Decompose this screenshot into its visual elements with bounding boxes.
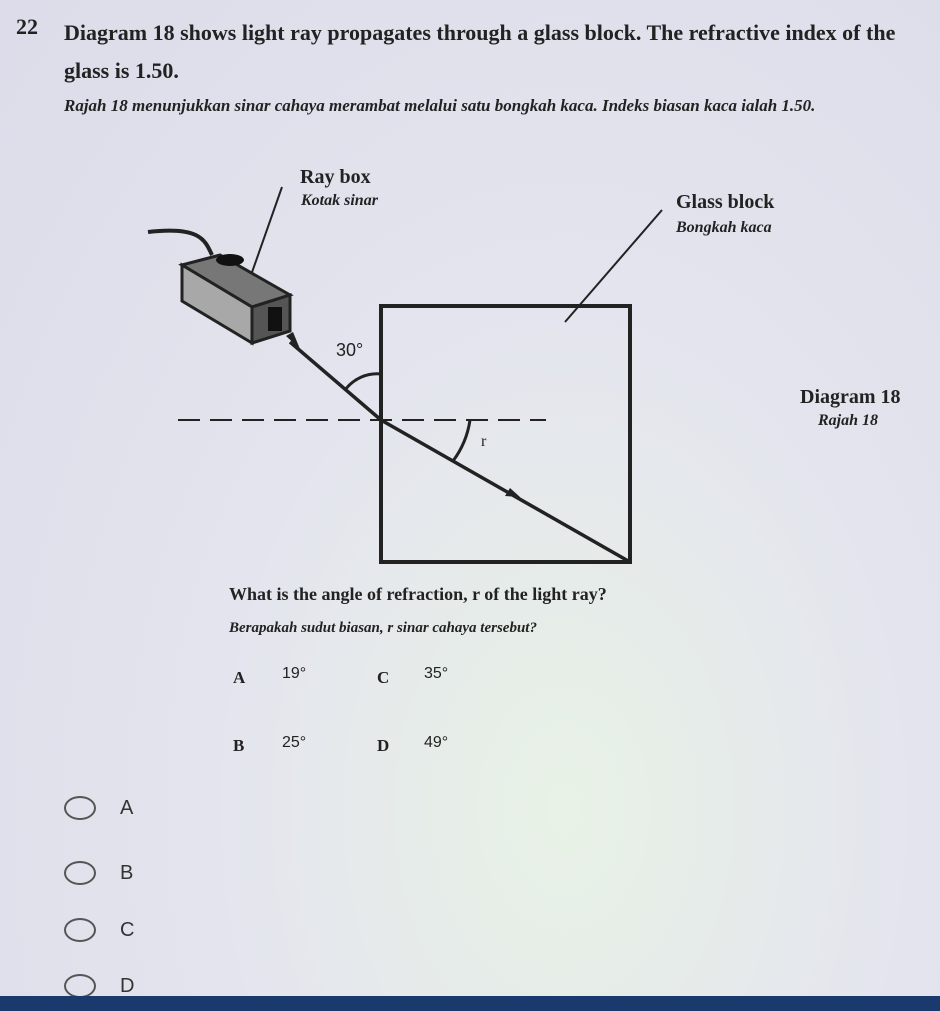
answer-choice-b[interactable] [64, 853, 364, 893]
diagram-caption-malay: Rajah 18 [818, 412, 879, 429]
radio-button-d[interactable] [64, 974, 96, 998]
refracted-ray-arrow [505, 488, 520, 497]
question-text-english: Diagram 18 shows light ray propagates through a glass block. The refractive index of the glass is 1.50. [64, 20, 896, 83]
answer-choice-b-label: B [120, 861, 134, 884]
incident-angle-label: 30° [336, 340, 364, 360]
answer-choice-c[interactable] [64, 910, 364, 950]
answer-choice-a-label: A [120, 796, 134, 819]
answer-choice-c-label: C [120, 918, 135, 941]
glass-block [381, 306, 630, 562]
answer-choice-a[interactable] [64, 788, 364, 828]
refraction-angle-label: r [481, 433, 487, 450]
ray-box-cable [148, 231, 212, 255]
refracted-ray [381, 420, 630, 562]
ray-box [182, 254, 290, 343]
incident-angle-arc [345, 374, 381, 390]
ray-box-label-malay: Kotak sinar [301, 192, 378, 209]
ray-box-label: Ray box [300, 166, 371, 188]
ray-box-leader-line [250, 187, 282, 278]
diagram-caption: Diagram 18 [800, 386, 901, 408]
option-value-d: 49° [424, 734, 449, 751]
question-prompt: What is the angle of refraction, r of the light ray? [229, 584, 607, 604]
glass-block-label: Glass block [676, 191, 775, 213]
option-letter-a: A [233, 668, 246, 687]
option-value-c: 35° [424, 665, 449, 682]
refraction-angle-arc [453, 420, 470, 461]
glass-block-label-malay: Bongkah kaca [676, 219, 772, 236]
bottom-bar [0, 996, 940, 1011]
radio-button-a[interactable] [64, 796, 96, 820]
option-value-a: 19° [282, 665, 307, 682]
radio-button-b[interactable] [64, 861, 96, 885]
question-prompt-malay: Berapakah sudut biasan, r sinar cahaya tersebut? [229, 620, 537, 636]
option-value-b: 25° [282, 734, 307, 751]
question-number: 22 [16, 14, 38, 39]
radio-button-c[interactable] [64, 918, 96, 942]
question-text-malay: Rajah 18 menunjukkan sinar cahaya merambat melalui satu bongkah kaca. Indeks biasan kaca ialah 1.50. [64, 96, 816, 115]
option-letter-b: B [233, 736, 245, 755]
option-letter-d: D [377, 736, 390, 755]
answer-choice-d-label: D [120, 974, 135, 997]
option-letter-c: C [377, 668, 390, 687]
